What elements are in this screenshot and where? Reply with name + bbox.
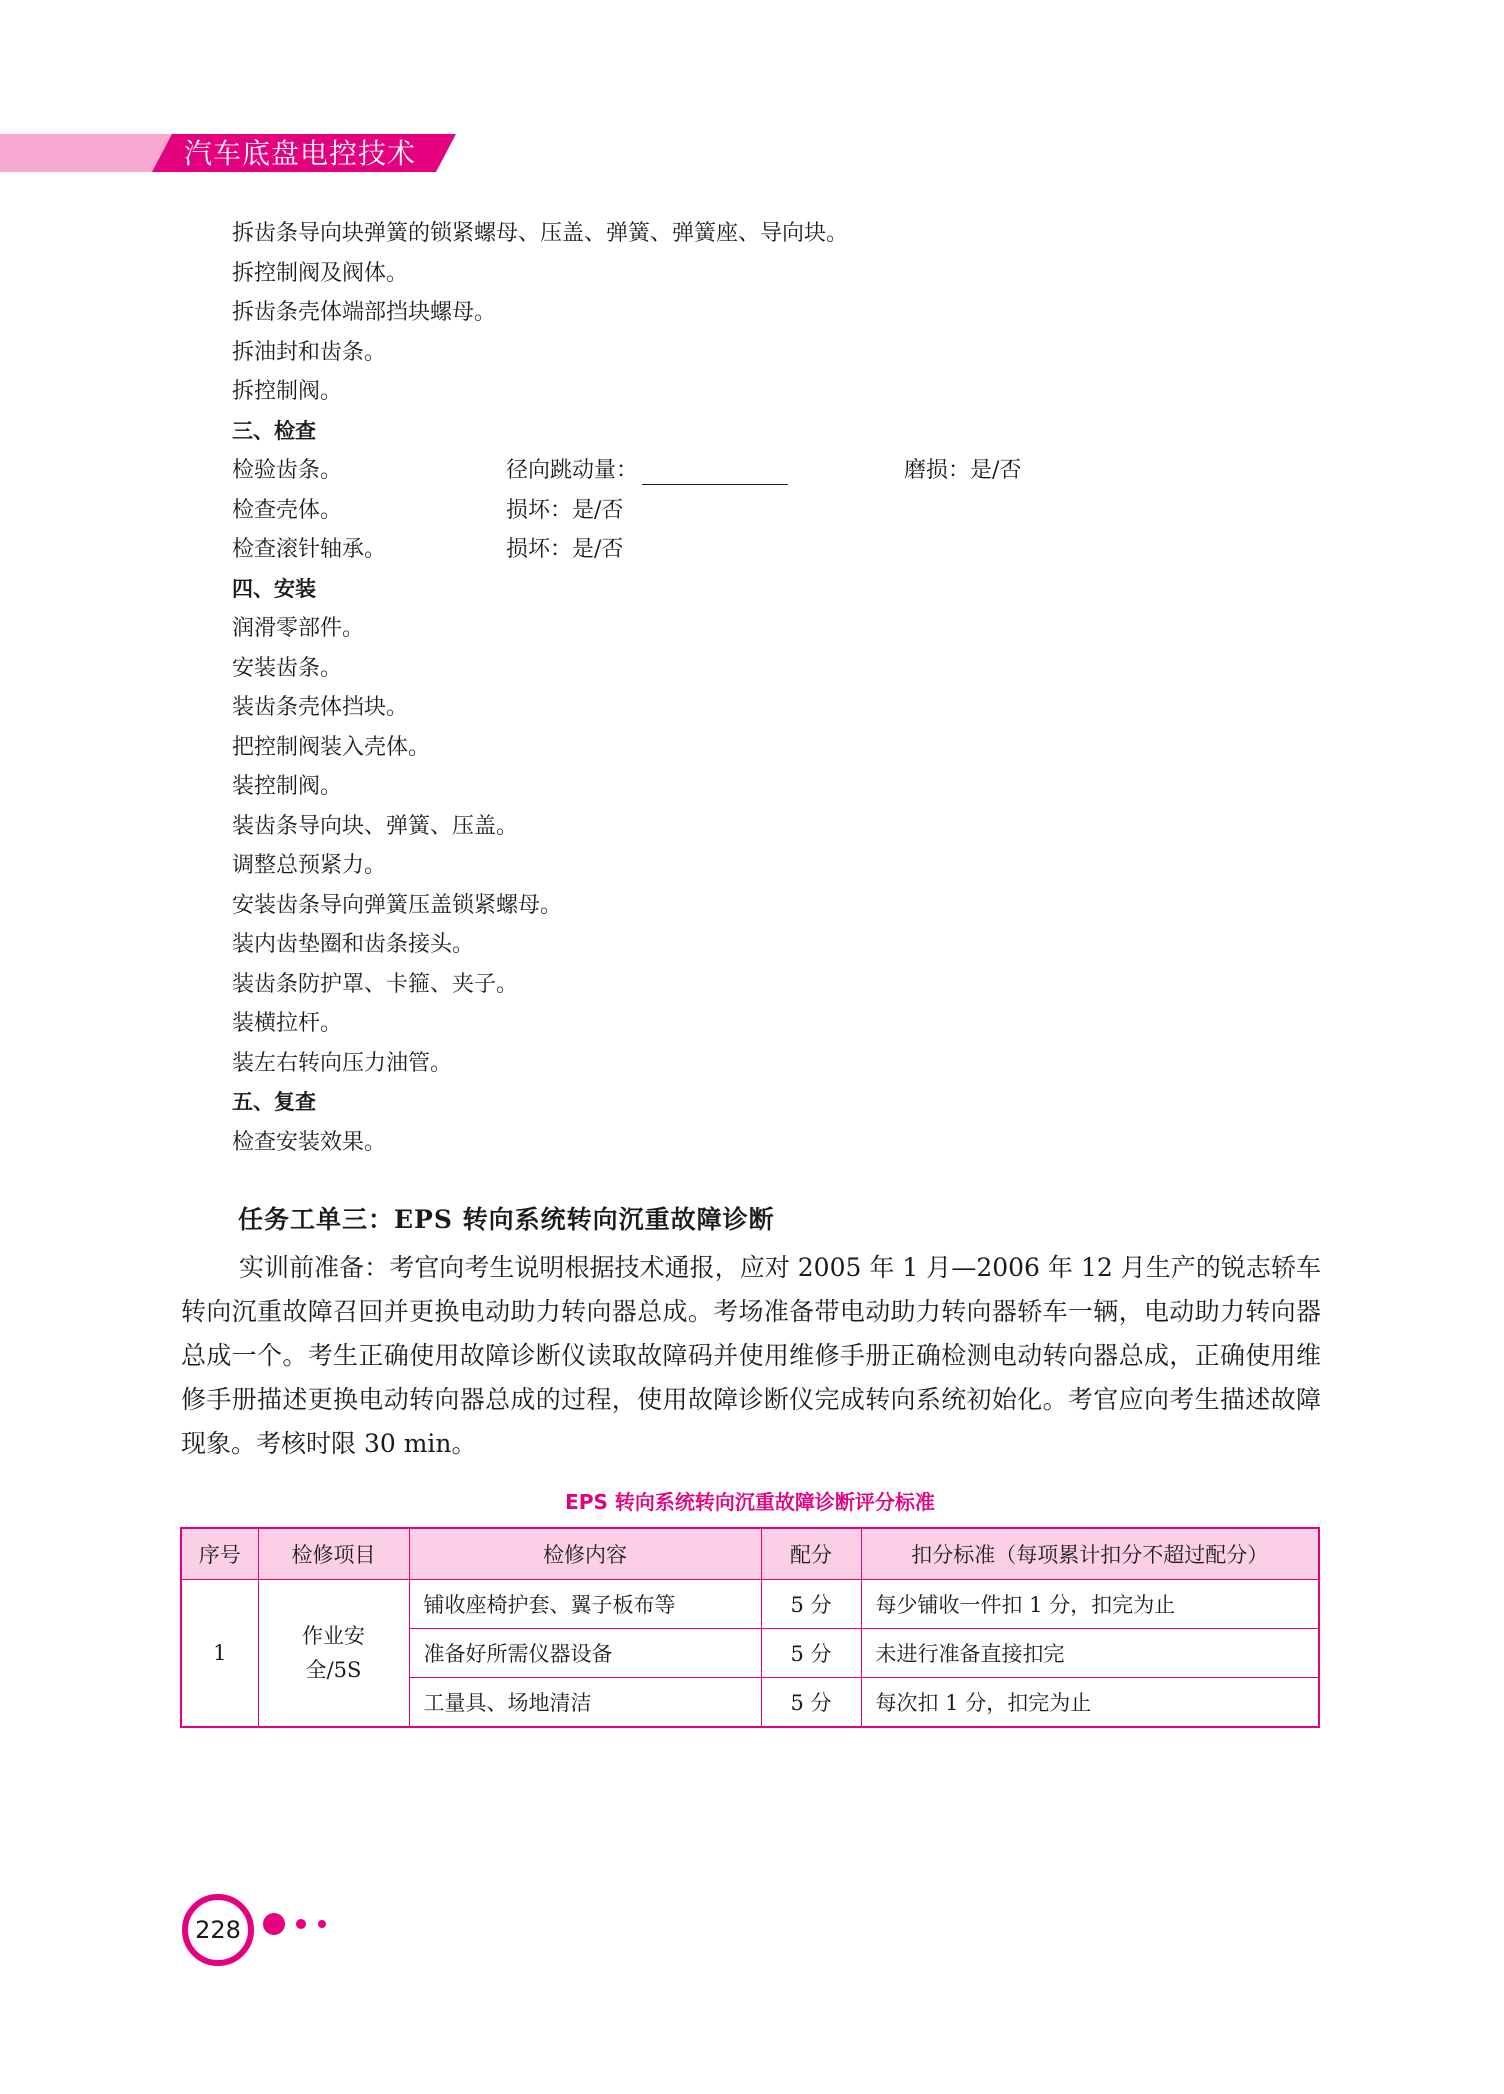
step-text: 调整总预紧力。 [232, 853, 387, 878]
column-header: 扣分标准（每项累计扣分不超过配分） [861, 1528, 1319, 1580]
deduction-standard: 未进行准备直接扣完 [861, 1629, 1319, 1678]
step-line [232, 530, 1332, 570]
step-text: 拆齿条导向块弹簧的锁紧螺母、压盖、弹簧、弹簧座、导向块。 [232, 221, 849, 246]
section-heading [232, 570, 1332, 610]
check-field [506, 451, 788, 491]
section-heading-text: 五、复查 [232, 1090, 316, 1114]
task-paragraph: 实训前准备：考官向考生说明根据技术通报，应对 2005 年 1 月—2006 年 12 月生产的锐志轿车转向沉重故障召回并更换电动助力转向器总成。考场准备带电动助力转向器轿车一辆，电动助力转向器总成一个。考生正确使用故障诊断仪读取故障码并使用维修手册正确检测电动转向器总成，正确使用维修手册描述更换电动转向器总成的过程，使用故障诊断仪完成转向系统初始化。考官应向考生描述故障现象。考核时限 30 min。 [181, 1253, 1321, 1458]
inspection-content: 准备好所需仪器设备 [409, 1629, 761, 1678]
step-text: 安装齿条导向弹簧压盖锁紧螺母。 [232, 892, 563, 918]
step-text: 装齿条导向块、弹簧、压盖。 [232, 813, 519, 839]
step-line [232, 214, 1332, 254]
step-text: 装齿条防护罩、卡箍、夹子。 [232, 971, 519, 997]
step-line [232, 965, 1332, 1005]
check-field-label: 磨损：是/否 [904, 458, 1022, 483]
step-line [232, 1123, 1332, 1163]
step-line [232, 925, 1332, 965]
score-value: 5 分 [761, 1580, 861, 1629]
step-text: 检查安装效果。 [232, 1129, 387, 1155]
table-caption: EPS 转向系统转向沉重故障诊断评分标准 [565, 1490, 935, 1514]
step-line [232, 886, 1332, 926]
step-line [232, 846, 1332, 886]
footer-dot-small [318, 1920, 326, 1928]
step-text: 装齿条壳体挡块。 [232, 695, 409, 720]
step-line [232, 1004, 1332, 1044]
step-line [232, 491, 1332, 531]
step-list [232, 214, 1332, 1162]
section-heading [232, 1083, 1332, 1123]
check-field [506, 491, 623, 531]
step-line [232, 372, 1332, 412]
step-line [232, 649, 1332, 689]
step-text: 检查滚针轴承。 [232, 537, 387, 562]
deduction-standard: 每次扣 1 分，扣完为止 [861, 1678, 1319, 1728]
step-line [232, 451, 1332, 491]
task-title: 任务工单三：EPS 转向系统转向沉重故障诊断 [238, 1205, 775, 1234]
section-heading [232, 412, 1332, 452]
step-text: 装横拉杆。 [232, 1011, 343, 1036]
footer-dot-large [263, 1913, 285, 1935]
step-text: 检验齿条。 [232, 458, 343, 483]
score-value: 5 分 [761, 1629, 861, 1678]
step-line [232, 1044, 1332, 1084]
score-value: 5 分 [761, 1678, 861, 1728]
section-heading-text: 三、检查 [232, 418, 316, 443]
inspection-content: 工量具、场地清洁 [409, 1678, 761, 1728]
step-line [232, 609, 1332, 649]
table-header-row [181, 1528, 1319, 1580]
check-field [506, 530, 623, 570]
page-number: 228 [182, 1894, 254, 1966]
deduction-standard: 每少铺收一件扣 1 分，扣完为止 [861, 1580, 1319, 1629]
check-field-label: 径向跳动量： [506, 458, 639, 483]
step-line [232, 807, 1332, 847]
header-title: 汽车底盘电控技术 [184, 137, 417, 170]
section-heading-text: 四、安装 [232, 576, 316, 601]
step-line [232, 293, 1332, 333]
step-line [232, 688, 1332, 728]
step-line [232, 333, 1332, 373]
step-line [232, 728, 1332, 768]
column-header: 配分 [761, 1528, 861, 1580]
table-row [181, 1580, 1319, 1629]
step-text: 装控制阀。 [232, 774, 343, 799]
step-text: 把控制阀装入壳体。 [232, 734, 431, 760]
check-field-label: 损坏：是/否 [506, 537, 624, 562]
footer-dot-medium [296, 1919, 306, 1929]
step-line [232, 254, 1332, 294]
step-text: 润滑零部件。 [232, 616, 365, 641]
inspection-item: 作业安全/5S [258, 1580, 409, 1728]
fill-in-blank[interactable] [642, 458, 788, 485]
step-text: 安装齿条。 [232, 655, 343, 681]
check-field-label: 损坏：是/否 [506, 497, 624, 523]
column-header: 检修内容 [409, 1528, 761, 1580]
row-number: 1 [181, 1580, 258, 1728]
step-line [232, 767, 1332, 807]
inspection-content: 铺收座椅护套、翼子板布等 [409, 1580, 761, 1629]
step-text: 拆控制阀。 [232, 379, 343, 404]
column-header: 序号 [181, 1528, 258, 1580]
column-header: 检修项目 [258, 1528, 409, 1580]
step-text: 装内齿垫圈和齿条接头。 [232, 932, 475, 957]
scoring-table [180, 1527, 1320, 1728]
step-text: 拆齿条壳体端部挡块螺母。 [232, 300, 497, 325]
step-text: 装左右转向压力油管。 [232, 1050, 453, 1076]
step-text: 检查壳体。 [232, 497, 343, 523]
step-text: 拆油封和齿条。 [232, 339, 387, 365]
step-text: 拆控制阀及阀体。 [232, 260, 409, 286]
